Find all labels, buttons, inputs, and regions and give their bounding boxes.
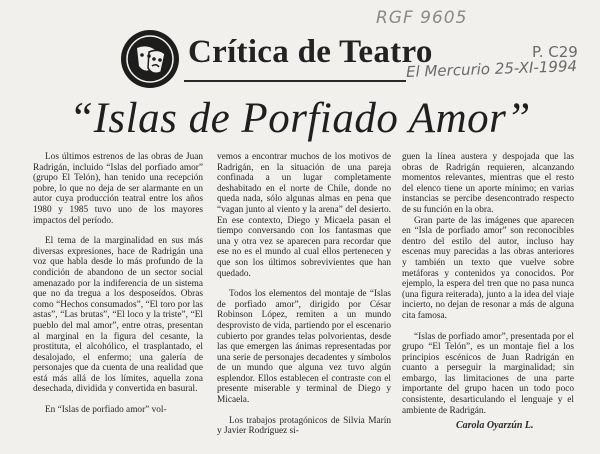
paragraph: guen la línea austera y despojada que las obras de Radrigán requieren, alcanzando momentos relevantes, mientras que el resto del elenco tiene un aporte mínimo; en varias instancias se percibe desencontrado respecto de su función en la obra. [402,152,574,215]
archive-code: RGF 9605 [376,8,468,28]
paragraph: Todos los elementos del montaje de “Islas de porfiado amor”, dirigido por César Robinson López, remiten a un mundo desprovisto de vida, partiendo por el escenario cubierto por grandes telas polvorientas, desde las que emergen las ánimas representadas por una serie de personajes decadentes y símbolos de un mundo que alguna vez tuvo algún esplendor. Ellos establecen el contraste con el presente miserable y terminal de Diego y Micaela. [217,289,391,406]
theatre-masks-graphic [121,30,179,88]
paragraph: “Islas de porfiado amor”, presentada por el grupo “El Telón”, es un montaje fiel a los principios escénicos de Juan Radrigán en cuanto a perseguir la marginalidad; sin embargo, las limitaciones de una parte importante del grupo hacen un todo poco consistente, desarticulando el lenguaje y el ambiente de Radrigán. [402,331,574,416]
paragraph: Gran parte de las imágenes que aparecen en “Isla de porfiado amor” son reconocibles dentro del estilo del autor, incluso hay escenas muy parecidas a las obras anteriores y también un texto que vuelve sobre metáforas y contenidos ya conocidos. Por ejemplo, la espera del tren que no pasa nunca (una figura reiterada), junto a la idea del viaje incierto, no dejan de resonar a más de alguna cita famosa. [402,215,574,321]
paragraph: En “Islas de porfiado amor” vol- [45,405,167,416]
paragraph: vemos a encontrar muchos de los motivos de Radrigán, en la situación de una pareja confinada a un lugar completamente deshabitado en el norte de Chile, donde no queda nada, sólo algunas almas en pena que “vagan junto al viento y la arena” del desierto. En ese contexto, Diego y Micaela pasan el tiempo conversando con los fantasmas que una y otra vez se aparecen para recordar que ese no es el mundo al cual ellos pertenecen y que son los últimos sobrevivientes que han quedado. [217,152,391,279]
article-column-2 [217,152,391,437]
header-rule [184,80,406,82]
page-reference: P. C29 [532,43,578,61]
article-column-3 [402,152,574,416]
source-note: El Mercurio 25-XI-1994 [405,57,578,81]
paragraph: Los últimos estrenos de las obras de Juan Radrigán, incluido “Islas del porfiado amor” (grupo El Telón), han tenido una recepción pobre, lo que no deja de ser alarmante en un autor cuya producción teatral entre los años 1980 y 1985 tuvo uno de los mayores impactos del período. [33,152,203,226]
paragraph: El tema de la marginalidad en sus más diversas expresiones, hace de Radrigán una voz que habla desde lo más profundo de la condición de abandono de un sector social amenazado por la indiferencia de un sistema que no da tregua a los desposeídos. Obras como “Hechos consumados”, “El toro por las astas”, “Las brutas”, “El loco y la triste”, “El pueblo del mal amor”, entre otras, presentan al marginal en la figura del cesante, la prostituta, el alcohólico, el trasplantado, el desalojado, el enfermo; una galería de personajes que da cuenta de una realidad que está más allá de los límites, aquella zona desechada, dividida y convertida en basural. [33,236,203,395]
author-signature: Carola Oyarzún L. [456,420,534,431]
article-title: “Islas de Porfiado Amor” [69,95,531,142]
theatre-masks-icon [121,30,179,88]
article-column-1 [33,152,203,416]
paragraph: Los trabajos protagónicos de Silvia Marín y Javier Rodríguez si- [217,415,391,437]
section-title: Crítica de Teatro [188,34,433,70]
